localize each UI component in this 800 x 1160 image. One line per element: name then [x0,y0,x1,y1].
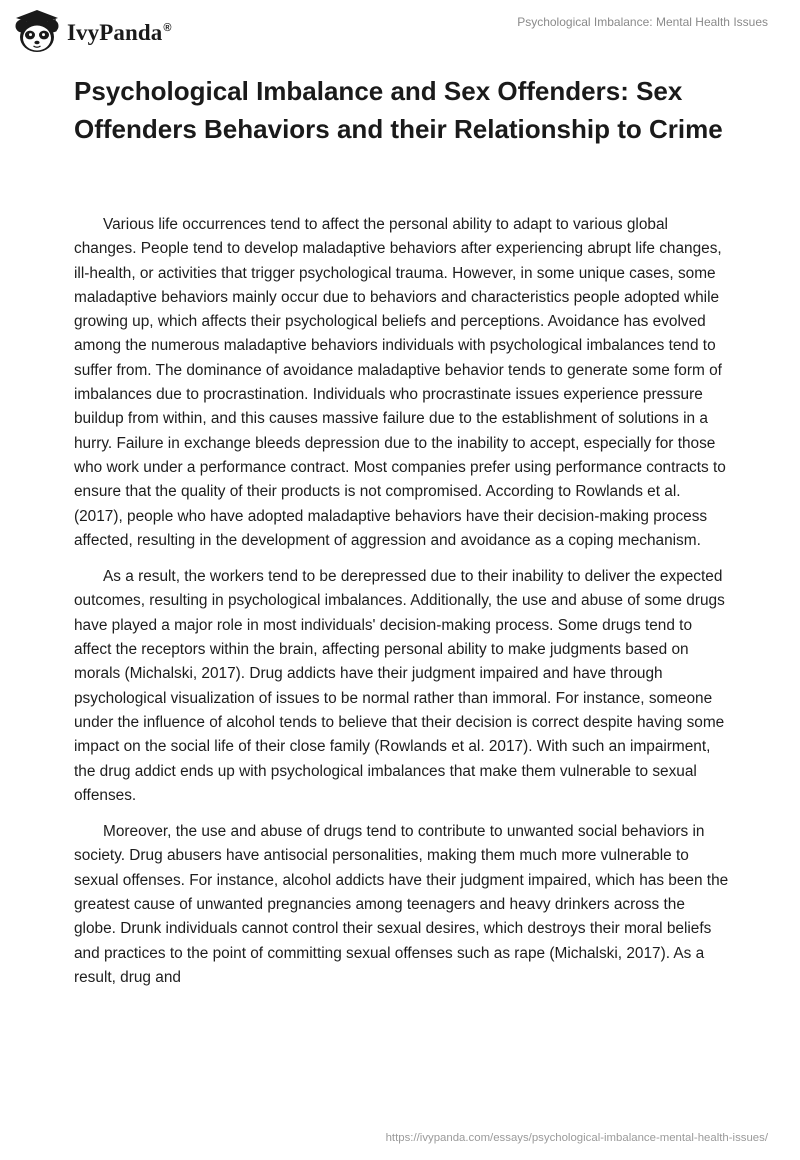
registered-mark: ® [163,22,172,35]
logo-wordmark: IvyPanda® [67,20,172,45]
paragraph: Various life occurrences tend to affect the personal ability to adapt to various global changes. People tend to develop maladaptive behaviors after experiencing abrupt life changes, ill-health, or activities that trigger psychological trauma. However, in some unique cases, some maladaptive behaviors mainly occur due to behaviors and characteristics people adopted while growing up, which affects their psychological beliefs and perceptions. Avoidance has evolved among the numerous maladaptive behaviors individuals with psychological imbalances tend to suffer from. The dominance of avoidance maladaptive behavior tends to generate some form of imbalances due to procrastination. Individuals who procrastinate issues experience pressure buildup from within, and this causes massive failure due to the establishment of solutions in a hurry. Failure in exchange bleeds depression due to the inability to accept, especially for those who work under a performance contract. Most companies prefer using performance contracts to ensure that the quality of their products is not compromised. According to Rowlands et al. (2017), people who have adopted maladaptive behaviors have their decision-making process affected, resulting in the development of aggression and avoidance as a coping mechanism. [74,216,726,549]
essay-body [74,213,730,1002]
page-header [0,0,800,60]
running-title: Psychological Imbalance: Mental Health Issues [517,15,768,29]
panda-graduate-icon [13,9,61,55]
site-logo[interactable] [13,9,172,55]
source-url[interactable]: https://ivypanda.com/essays/psychological-imbalance-mental-health-issues/ [385,1132,768,1144]
page-title: Psychological Imbalance and Sex Offenders: Sex Offenders Behaviors and their Relationship to Crime [74,76,723,144]
paragraph: As a result, the workers tend to be derepressed due to their inability to deliver the expected outcomes, resulting in psychological imbalances. Additionally, the use and abuse of some drugs have played a major role in most individuals' decision-making process. Some drugs tend to affect the receptors within the brain, affecting personal ability to make judgments based on morals (Michalski, 2017). Drug addicts have their judgment impaired and have through psychological visualization of issues to be normal rather than immoral. For instance, someone under the influence of alcohol tends to believe that their decision is correct despite having some impact on the social life of their close family (Rowlands et al. 2017). With such an impairment, the drug addict ends up with psychological imbalances that make them vulnerable to sexual offenses. [74,568,725,804]
paragraph: Moreover, the use and abuse of drugs tend to contribute to unwanted social behaviors in society. Drug abusers have antisocial personalities, making them much more vulnerable to sexual offenses. For instance, alcohol addicts have their judgment impaired, which has been the greatest cause of unwanted pregnancies among teenagers and heavy drinkers across the globe. Drunk individuals cannot control their sexual desires, which destroys their moral beliefs and practices to the point of committing sexual offenses such as rape (Michalski, 2017). As a result, drug and [74,823,729,986]
